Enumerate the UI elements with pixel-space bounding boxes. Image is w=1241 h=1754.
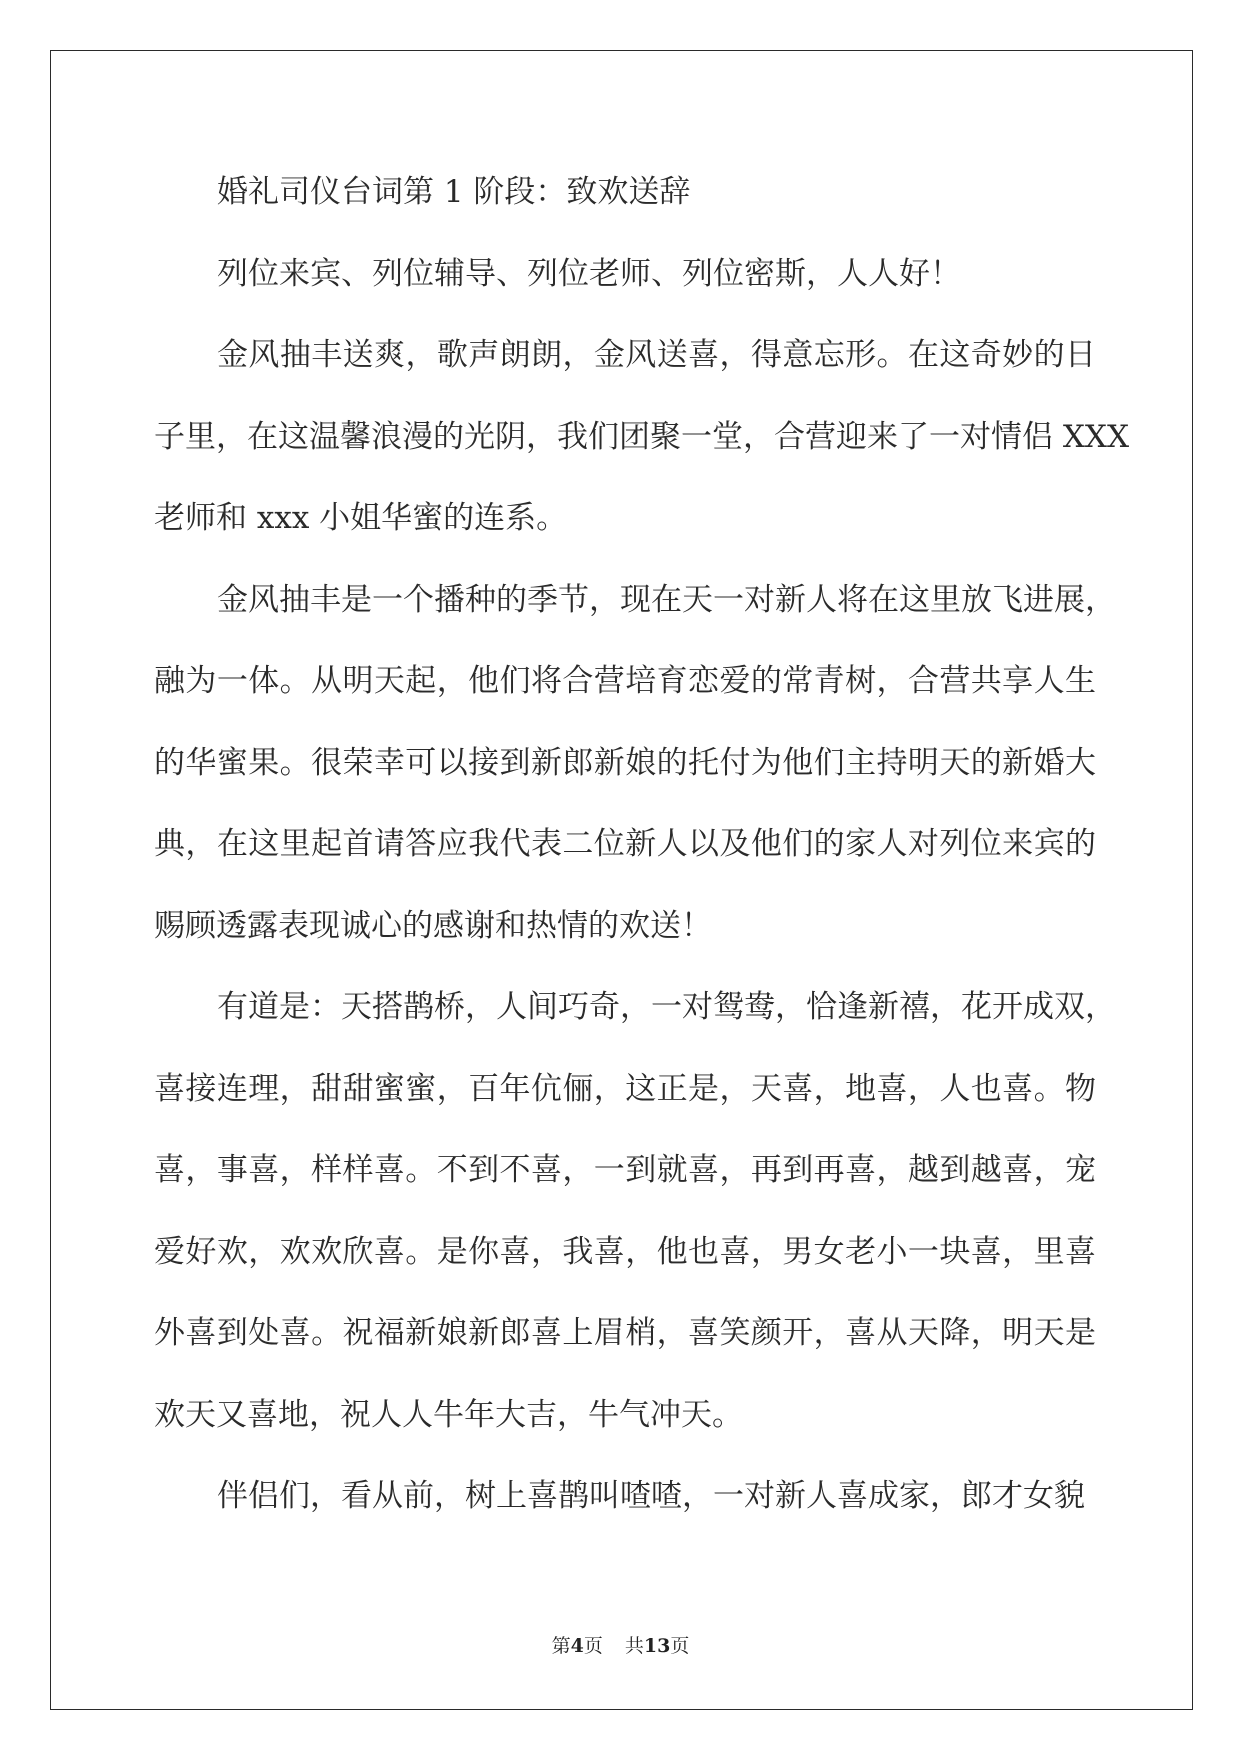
text-line: 金风抽丰是一个播种的季节，现在天一对新人将在这里放飞进展， (217, 581, 1116, 618)
paragraph (154, 1456, 1096, 1538)
text-line: 列位来宾、列位辅导、列位老师、列位密斯，人人好！ (217, 255, 961, 292)
paragraph (154, 967, 1116, 1456)
page-footer (0, 1633, 1241, 1659)
footer-total-prefix: 共 (624, 1635, 644, 1657)
footer-page-number: 4 (570, 1635, 584, 1657)
text-line: 金风抽丰送爽，歌声朗朗，金风送喜，得意忘形。在这奇妙的日 (217, 337, 1096, 373)
text-line: 外喜到处喜。祝福新娘新郎喜上眉梢，喜笑颜开，喜从天降，明天是 (154, 1315, 1096, 1351)
footer-total-suffix: 页 (670, 1635, 690, 1657)
text-line: 的华蜜果。很荣幸可以接到新郎新娘的托付为他们主持明天的新婚大 (154, 744, 1096, 781)
text-line: 婚礼司仪台词第 1 阶段：致欢送辞 (217, 174, 691, 210)
document-body (154, 152, 1130, 1538)
text-line: 融为一体。从明天起，他们将合营培育恋爱的常青树，合营共享人生 (154, 663, 1096, 699)
paragraph (154, 315, 1130, 560)
document-heading (154, 152, 1096, 234)
text-line: 子里，在这温馨浪漫的光阴，我们团聚一堂，合营迎来了一对情侣 XXX (154, 418, 1130, 455)
footer-total-pages: 13 (643, 1635, 671, 1657)
paragraph (154, 560, 1116, 968)
footer-page-suffix: 页 (583, 1635, 603, 1657)
text-line: 喜，事喜，样样喜。不到不喜，一到就喜，再到再喜，越到越喜，宠 (154, 1152, 1096, 1188)
text-line: 伴侣们，看从前，树上喜鹊叫喳喳，一对新人喜成家，郎才女貌 (217, 1478, 1085, 1514)
text-line: 有道是：天搭鹊桥，人间巧奇，一对鸳鸯，恰逢新禧，花开成双， (217, 989, 1116, 1025)
text-line: 喜接连理，甜甜蜜蜜，百年伉俪，这正是，天喜，地喜，人也喜。物 (154, 1070, 1096, 1107)
text-line: 老师和 xxx 小姐华蜜的连系。 (154, 500, 568, 536)
footer-page-prefix: 第 (551, 1635, 571, 1657)
text-line: 典，在这里起首请答应我代表二位新人以及他们的家人对列位来宾的 (154, 826, 1096, 862)
text-line: 赐顾透露表现诚心的感谢和热情的欢送！ (154, 907, 712, 944)
paragraph (154, 234, 1096, 316)
text-line: 欢天又喜地，祝人人牛年大吉，牛气冲天。 (154, 1396, 743, 1433)
text-line: 爱好欢，欢欢欣喜。是你喜，我喜，他也喜，男女老小一块喜，里喜 (154, 1233, 1096, 1270)
